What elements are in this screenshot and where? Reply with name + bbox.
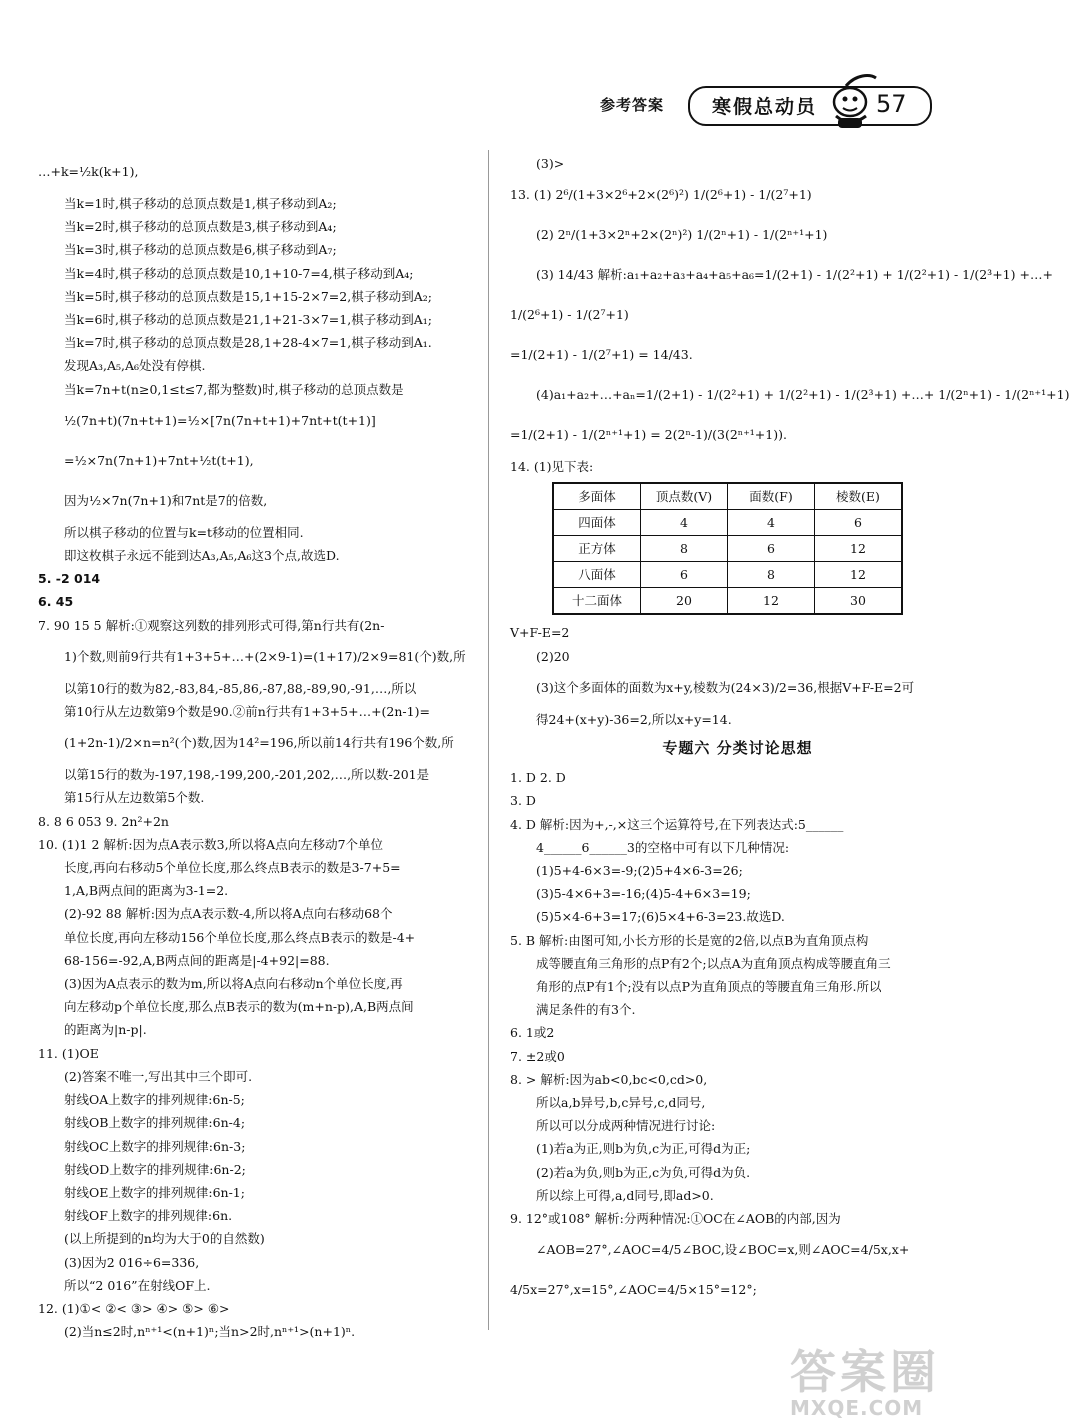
table-header-row <box>553 483 902 510</box>
answer-6: 6. 45 <box>38 594 74 610</box>
text-line: (3)这个多面体的面数为x+y,棱数为(24×3)/2=36,根据V+F-E=2可 <box>536 679 915 695</box>
answer-11: 11. (1)OE <box>38 1045 99 1061</box>
text-line: 的距离为|n-p|. <box>64 1022 147 1038</box>
answer-14: 14. (1)见下表: <box>510 459 594 475</box>
text-line: 长度,再向右移动5个单位长度,那么终点B表示的数是3-7+5= <box>64 860 401 876</box>
text-line: 所以综上可得,a,d同号,即ad>0. <box>536 1187 714 1203</box>
text-line: 以第15行的数为-197,198,-199,200,-201,202,…,所以数-201是 <box>64 767 430 783</box>
text-line: (3)因为A点表示的数为m,所以将A点向右移动n个单位长度,再 <box>64 976 403 992</box>
text-line: 当k=7时,棋子移动的总顶点数是28,1+28-4×7=1,棋子移动到A₁. <box>64 335 432 351</box>
text-line: (4)a₁+a₂+…+aₙ=1/(2+1) - 1/(2²+1) + 1/(2²+1) - 1/(2³+1) +…+ 1/(2ⁿ+1) - 1/(2ⁿ⁺¹+1) <box>536 387 1069 403</box>
answer-7-right: 7. ±2或0 <box>510 1048 565 1064</box>
text-line: 1)个数,则前9行共有1+3+5+…+(2×9-1)=(1+17)/2×9=81(个)数,所 <box>64 648 466 664</box>
text-line: (3)> <box>536 156 565 171</box>
table-header: 多面体 <box>553 483 641 510</box>
answer-9-right: 9. 12°或108° 解析:分两种情况:①OC在∠AOB的内部,因为 <box>510 1211 841 1227</box>
table-header: 棱数(E) <box>815 483 903 510</box>
answer-6-right: 6. 1或2 <box>510 1025 555 1041</box>
text-line: 以第10行的数为82,-83,84,-85,86,-87,88,-89,90,-91,…,所以 <box>64 680 417 696</box>
polyhedra-table <box>552 482 903 615</box>
answer-8-9: 8. 8 6 053 9. 2n²+2n <box>38 813 169 829</box>
table-cell: 四面体 <box>553 510 641 536</box>
text-line: 当k=4时,棋子移动的总顶点数是10,1+10-7=4,棋子移动到A₄; <box>64 265 414 281</box>
text-line: V+F-E=2 <box>510 625 570 641</box>
text-line: 射线OF上数字的排列规律:6n. <box>64 1208 233 1224</box>
text-line: (2) 2ⁿ/(1+3×2ⁿ+2×(2ⁿ)²) 1/(2ⁿ+1) - 1/(2ⁿ⁺¹+1) <box>536 227 828 243</box>
text-line: 当k=1时,棋子移动的总顶点数是1,棋子移动到A₂; <box>64 196 337 211</box>
text-line: (2)当n≤2时,nⁿ⁺¹<(n+1)ⁿ;当n>2时,nⁿ⁺¹>(n+1)ⁿ. <box>64 1324 356 1340</box>
section-label: 参考答案 <box>600 96 665 114</box>
text-line: 角形的点P有1个;没有以点P为直角顶点的等腰直角三角形.所以 <box>536 979 882 995</box>
text-line: 射线OE上数字的排列规律:6n-1; <box>64 1184 245 1200</box>
text-line: 得24+(x+y)-36=2,所以x+y=14. <box>536 711 732 727</box>
section-title: 专题六 分类讨论思想 <box>662 739 813 758</box>
text-line: ∠AOB=27°,∠AOC=4/5∠BOC,设∠BOC=x,则∠AOC=4/5x,x+ <box>536 1242 910 1258</box>
text-line: (1)5+4-6×3=-9;(2)5+4×6-3=26; <box>536 863 743 879</box>
table-cell: 12 <box>815 562 903 588</box>
text-line: 射线OA上数字的排列规律:6n-5; <box>64 1092 245 1108</box>
table-header: 顶点数(V) <box>641 483 728 510</box>
text-line: 射线OD上数字的排列规律:6n-2; <box>64 1161 246 1177</box>
right-column <box>510 152 1069 1310</box>
answer-13: 13. (1) 2⁶/(1+3×2⁶+2×(2⁶)²) 1/(2⁶+1) - 1/(2⁷+1) <box>510 187 812 203</box>
watermark-url: MXQE.COM <box>790 1396 924 1420</box>
table-row <box>553 536 902 562</box>
table-cell: 12 <box>815 536 903 562</box>
answer-5: 5. -2 014 <box>38 571 101 587</box>
watermark <box>790 1336 940 1420</box>
column-divider <box>488 150 489 1330</box>
text-line: 当k=7n+t(n≥0,1≤t≤7,都为整数)时,棋子移动的总顶点数是 <box>64 381 404 397</box>
book-title: 寒假总动员 <box>712 96 818 118</box>
text-line: (3) 14/43 解析:a₁+a₂+a₃+a₄+a₅+a₆=1/(2+1) - 1/(2²+1) + 1/(2²+1) - 1/(2³+1) +…+ <box>536 267 1053 283</box>
text-line: 射线OC上数字的排列规律:6n-3; <box>64 1138 246 1154</box>
text-line: (2)20 <box>536 648 570 664</box>
text-line: 第10行从左边数第9个数是90.②前n行共有1+3+5+…+(2n-1)= <box>64 704 430 720</box>
table-row <box>553 588 902 615</box>
answer-12: 12. (1)①< ②< ③> ④> ⑤> ⑥> <box>38 1300 230 1316</box>
text-line: 当k=2时,棋子移动的总顶点数是3,棋子移动到A₄; <box>64 219 337 235</box>
text-line: 满足条件的有3个. <box>536 1002 636 1018</box>
text-line: (2)答案不唯一,写出其中三个即可. <box>64 1068 253 1084</box>
table-header: 面数(F) <box>728 483 815 510</box>
text-line: 发现A₃,A₅,A₆处没有停棋. <box>64 358 206 374</box>
table-cell: 4 <box>728 510 815 536</box>
text-line: 4______6______3的空格中可有以下几种情况: <box>536 839 790 855</box>
text-line: 成等腰直角三角形的点P有2个;以点A为直角顶点构成等腰直角三 <box>536 955 891 971</box>
text-line: =1/(2+1) - 1/(2⁷+1) = 14/43. <box>510 347 693 363</box>
text-line: 所以棋子移动的位置与k=t移动的位置相同. <box>64 524 304 540</box>
table-cell: 正方体 <box>553 536 641 562</box>
table-cell: 8 <box>728 562 815 588</box>
text-line: 1/(2⁶+1) - 1/(2⁷+1) <box>510 307 629 323</box>
text-line: 1,A,B两点间的距离为3-1=2. <box>64 883 229 899</box>
table-cell: 12 <box>728 588 815 615</box>
text-line: 所以可以分成两种情况进行讨论: <box>536 1118 716 1134</box>
page-number: 57 <box>876 90 907 118</box>
watermark-text: 答案圈 <box>790 1345 940 1399</box>
text-line: (2)-92 88 解析:因为点A表示数-4,所以将A点向右移动68个 <box>64 906 393 922</box>
text-line: (1+2n-1)/2×n=n²(个)数,因为14²=196,所以前14行共有196个数,所 <box>64 735 454 751</box>
text-line: (5)5×4-6+3=17;(6)5×4+6-3=23.故选D. <box>536 909 785 925</box>
table-row <box>553 510 902 536</box>
text-line: 当k=6时,棋子移动的总顶点数是21,1+21-3×7=1,棋子移动到A₁; <box>64 312 432 328</box>
table-cell: 20 <box>641 588 728 615</box>
answer-8-right: 8. > 解析:因为ab<0,bc<0,cd>0, <box>510 1071 708 1087</box>
text-line: 因为½×7n(7n+1)和7nt是7的倍数, <box>64 492 268 508</box>
table-cell: 6 <box>815 510 903 536</box>
answer-10: 10. (1)1 2 解析:因为点A表示数3,所以将A点向左移动7个单位 <box>38 836 384 852</box>
table-cell: 4 <box>641 510 728 536</box>
text-line: 4/5x=27°,x=15°,∠AOC=4/5×15°=12°; <box>510 1282 757 1298</box>
answer-4: 4. D 解析:因为+,-,×这三个运算符号,在下列表达式:5______ <box>510 816 844 832</box>
text-line: =½×7n(7n+1)+7nt+½t(t+1), <box>64 452 254 468</box>
answer-5-right: 5. B 解析:由图可知,小长方形的长是宽的2倍,以点B为直角顶点构 <box>510 932 869 948</box>
text-line: 当k=3时,棋子移动的总顶点数是6,棋子移动到A₇; <box>64 242 337 258</box>
text-line: 所以a,b异号,b,c异号,c,d同号, <box>536 1095 706 1111</box>
text-line: 射线OB上数字的排列规律:6n-4; <box>64 1115 246 1131</box>
text-line: 单位长度,再向左移动156个单位长度,那么终点B表示的数是-4+ <box>64 929 416 945</box>
text-line: 当k=5时,棋子移动的总顶点数是15,1+15-2×7=2,棋子移动到A₂; <box>64 288 432 304</box>
table-cell: 6 <box>641 562 728 588</box>
table-cell: 八面体 <box>553 562 641 588</box>
table-cell: 十二面体 <box>553 588 641 615</box>
table-cell: 30 <box>815 588 903 615</box>
text-line: (3)因为2 016÷6=336, <box>64 1254 200 1270</box>
text-line: 第15行从左边数第5个数. <box>64 790 205 806</box>
text-line: (2)若a为负,则b为正,c为负,可得d为负. <box>536 1164 751 1180</box>
table-cell: 8 <box>641 536 728 562</box>
text-line: 68-156=-92,A,B两点间的距离是|-4+92|=88. <box>64 952 330 968</box>
page-header <box>0 0 1000 140</box>
answer-1-2: 1. D 2. D <box>510 770 566 786</box>
text-line: 向左移动p个单位长度,那么点B表示的数为(m+n-p),A,B两点间 <box>64 999 414 1015</box>
text-line: 即这枚棋子永远不能到达A₃,A₅,A₆这3个点,故选D. <box>64 548 340 564</box>
text-line: (1)若a为正,则b为负,c为正,可得d为正; <box>536 1141 751 1157</box>
cartoon-mascot-icon <box>826 72 880 132</box>
text-line: …+k=½k(k+1), <box>38 164 139 179</box>
answer-7: 7. 90 15 5 解析:①观察这列数的排列形式可得,第n行共有(2n- <box>38 617 385 633</box>
text-line: ½(7n+t)(7n+t+1)=½×[7n(7n+t+1)+7nt+t(t+1)] <box>64 412 376 428</box>
text-line: (3)5-4×6+3=-16;(4)5-4+6×3=19; <box>536 886 751 902</box>
left-column <box>38 152 478 1343</box>
text-line: =1/(2+1) - 1/(2ⁿ⁺¹+1) = 2(2ⁿ-1)/(3(2ⁿ⁺¹+1)). <box>510 427 787 443</box>
table-row <box>553 562 902 588</box>
text-line: (以上所提到的n均为大于0的自然数) <box>64 1231 265 1247</box>
text-line: 所以“2 016”在射线OF上. <box>64 1277 211 1293</box>
table-cell: 6 <box>728 536 815 562</box>
answer-3: 3. D <box>510 793 536 809</box>
